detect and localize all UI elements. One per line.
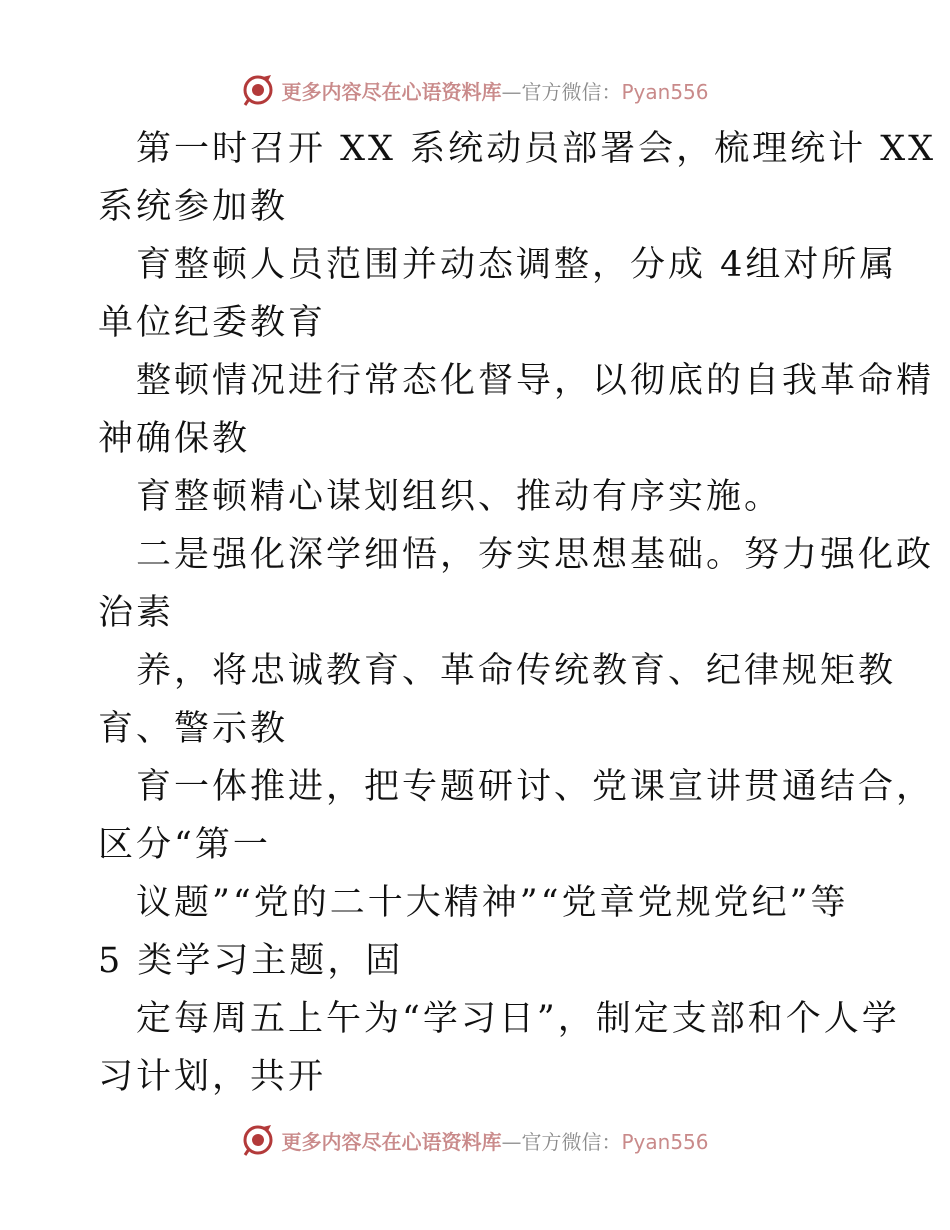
text-line: 二是强化深学细悟，夯实思想基础。努力强化政 [136,535,935,575]
text-line: 育整顿人员范围并动态调整，分成 4组对所属 [136,245,898,285]
text-line: 单位纪委教育 [98,303,327,343]
watermark-id: Pyan556 [621,1129,709,1154]
brand-logo-icon [241,1123,275,1157]
watermark-id: Pyan556 [621,79,709,104]
brand-logo-icon [241,73,275,107]
text-line: 议题”“党的二十大精神”“党章党规党纪”等 [136,883,849,923]
watermark-dash: — [501,79,522,104]
text-line: 养，将忠诚教育、革命传统教育、纪律规矩教 [136,651,897,691]
watermark-label: 官方微信： [521,79,622,104]
text-line: 第一时召开 XX 系统动员部署会，梳理统计 XX [136,129,937,169]
watermark-brand: 更多内容尽在心语资料库 [281,79,502,104]
text-line: 神确保教 [98,419,251,459]
text-line: 系统参加教 [98,187,289,227]
watermark-label: 官方微信： [521,1129,622,1154]
watermark-text [281,1126,708,1155]
header-watermark [0,70,950,110]
text-line: 治素 [98,593,175,633]
watermark-brand: 更多内容尽在心语资料库 [281,1129,502,1154]
text-line: 区分“第一 [98,825,271,865]
text-line: 整顿情况进行常态化督导，以彻底的自我革命精 [136,361,935,401]
footer-watermark [0,1120,950,1160]
document-body [98,120,937,1106]
text-line: 育整顿精心谋划组织、推动有序实施。 [136,477,783,517]
text-line: 定每周五上午为“学习日”，制定支部和个人学 [136,999,900,1039]
text-line: 习计划，共开 [98,1057,327,1097]
text-line: 育一体推进，把专题研讨、党课宣讲贯通结合， [136,767,935,807]
text-line: 育、警示教 [98,709,289,749]
watermark-text [281,76,708,105]
watermark-dash: — [501,1129,522,1154]
text-line: 5 类学习主题，固 [98,941,404,981]
